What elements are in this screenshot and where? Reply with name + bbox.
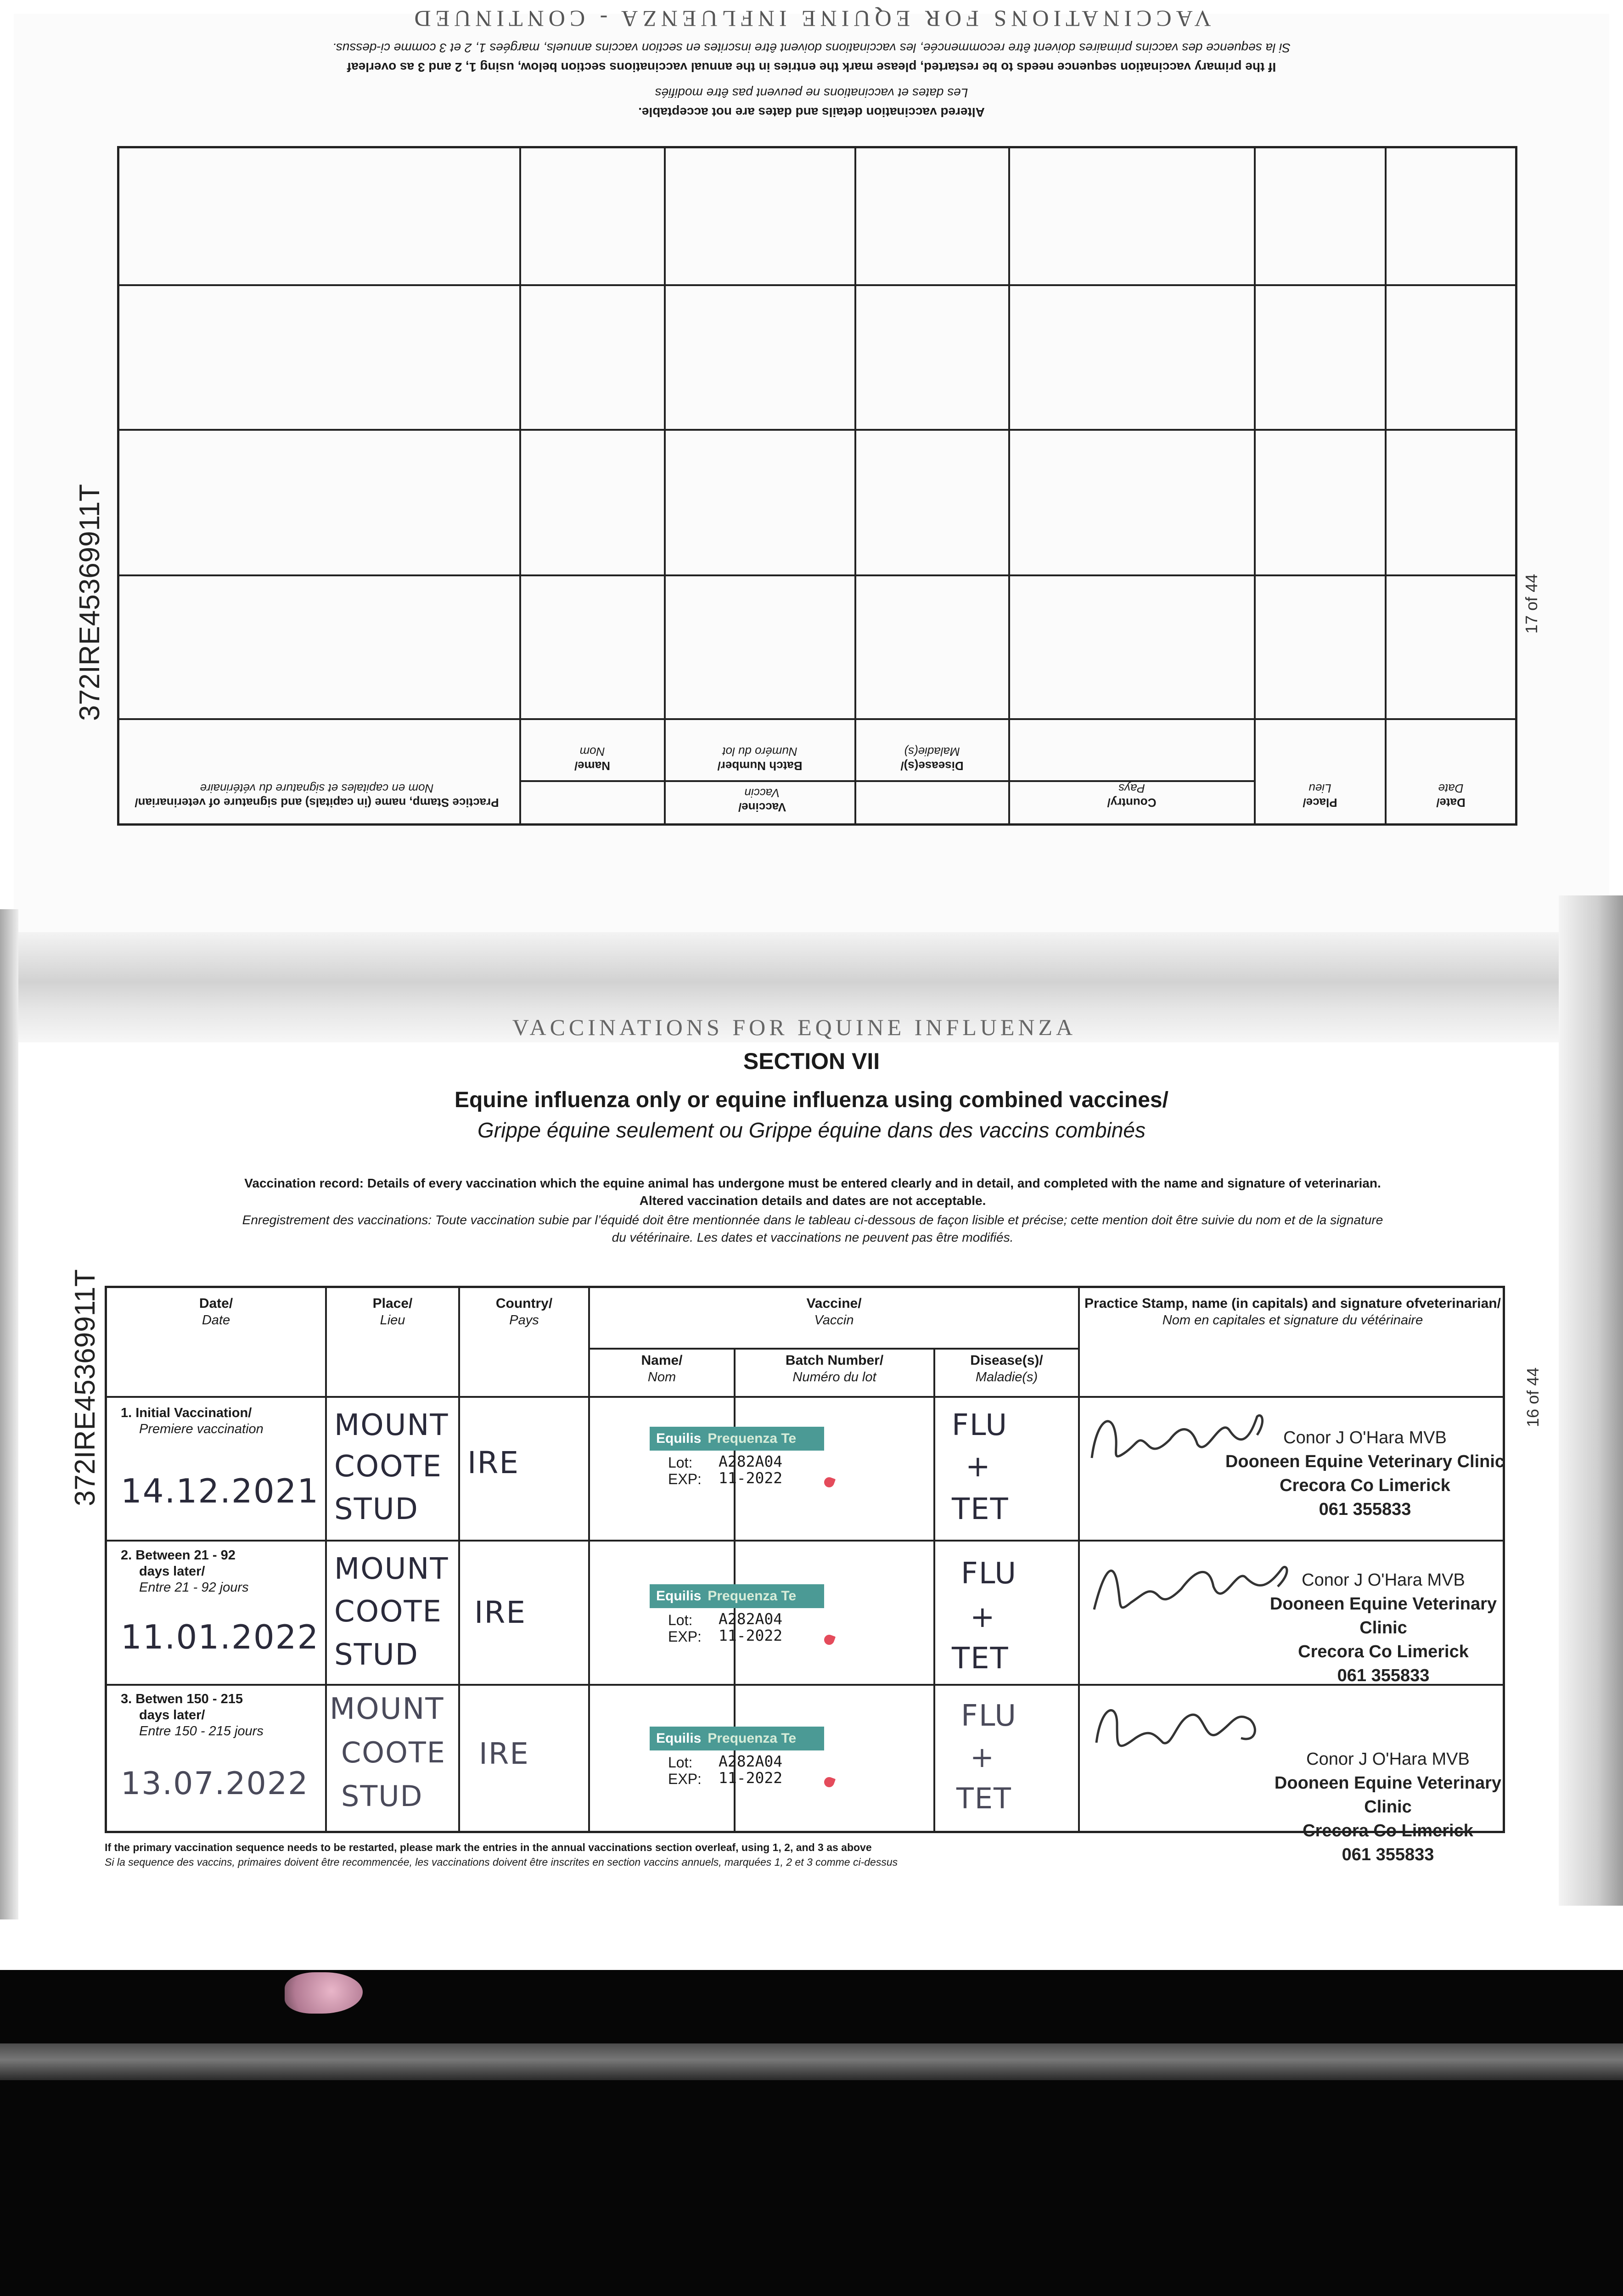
row-1-place-line-1: MOUNT: [334, 1408, 449, 1442]
upper-col-divider: [1008, 148, 1010, 823]
row-3-lot-labels: Lot: EXP:: [668, 1754, 702, 1787]
row-3-signature: [1085, 1692, 1278, 1761]
row-2-place-line-3: STUD: [334, 1638, 419, 1672]
section-title: SECTION VII: [743, 1048, 880, 1074]
upper-restart-en: If the primary vaccination sequence needs to be restarted, please mark the entries in the annual vaccinations section below, using 1, 2 and 3 as overleaf: [347, 60, 1276, 74]
header-diseases: Disease(s)/ Maladie(s): [970, 1353, 1043, 1384]
intro-fr-2: du vétérinaire. Les dates et vaccinations ne peuvent pas être modifiés.: [612, 1230, 1014, 1244]
row-1-vet-stamp: Conor J O'Hara MVB Dooneen Equine Veterinary Clinic Crecora Co Limerick 061 355833: [1225, 1428, 1505, 1519]
row-2-disease-1: FLU: [961, 1557, 1017, 1591]
scanner-background: [0, 1970, 1623, 2296]
upper-document-id: 372IRE45369911T: [74, 484, 106, 721]
upper-col-divider: [1254, 148, 1256, 823]
vaccine-subheader-divider: [588, 1348, 1078, 1350]
row-2-disease-3: TET: [952, 1642, 1009, 1676]
row-1-disease-2: +: [966, 1450, 991, 1484]
upper-header-country: Country/ Pays: [1107, 782, 1157, 810]
red-marker: [823, 1633, 836, 1646]
row-2-lot-labels: Lot: EXP:: [668, 1612, 702, 1645]
row-2-label: 2. Between 21 - 92 days later/ Entre 21 - 92 jours: [121, 1548, 249, 1595]
row-3-place-line-1: MOUNT: [330, 1692, 444, 1726]
row-2-country: IRE: [474, 1595, 527, 1630]
lower-document-id: 372IRE45369911T: [69, 1269, 101, 1506]
row-3-vaccine-label-sticker: Equilis Prequenza Te Lot: EXP: A282A04 11-2022: [650, 1727, 824, 1795]
row-1-place-line-2: COOTE: [334, 1450, 442, 1484]
col-divider: [325, 1288, 327, 1831]
upper-header-divider: [119, 718, 1515, 720]
row-3-country: IRE: [479, 1737, 529, 1771]
upper-page-number: 17 of 44: [1522, 574, 1541, 634]
upper-header-place: Place/ Lieu: [1303, 782, 1337, 810]
upper-row-divider: [119, 574, 1515, 576]
upper-header-disease: Disease(s)/ Maladie(s): [900, 745, 964, 773]
row-2-disease-2: +: [970, 1600, 996, 1634]
row-3-place-line-3: STUD: [341, 1779, 423, 1813]
row-3-label: 3. Betwen 150 - 215 days later/ Entre 150 - 215 jours: [121, 1692, 264, 1739]
upper-notice-fr: Les dates et vaccinations ne peuvent pas être modifiés: [655, 86, 968, 100]
row-1-disease-3: TET: [952, 1492, 1009, 1526]
row-2-place-line-1: MOUNT: [334, 1552, 449, 1586]
row-1-lot-values: A282A04 11-2022: [719, 1452, 783, 1487]
lower-page-number: 16 of 44: [1523, 1367, 1542, 1427]
lower-banner: VACCINATIONS FOR EQUINE INFLUENZA: [512, 1014, 1077, 1040]
header-name: Name/ Nom: [641, 1353, 683, 1384]
row-1-lot-labels: Lot: EXP:: [668, 1454, 702, 1487]
footnote-fr: Si la sequence des vaccins, primaires doivent être recommencée, les vaccinations doivent être inscrites en section vaccins annuels, marquées 1, 2 et 3 comme ci-dessus: [105, 1856, 898, 1868]
scanner-glass-edge: [0, 2043, 1623, 2080]
footnote-en: If the primary vaccination sequence needs to be restarted, please mark the entries in the annual vaccinations section overleaf, using 1, 2, and 3 as above: [105, 1841, 872, 1853]
row-2-lot-values: A282A04 11-2022: [719, 1610, 783, 1644]
row-2-vaccine-label-sticker: Equilis Prequenza Te Lot: EXP: A282A04 11-2022: [650, 1584, 824, 1653]
row-1-date: 14.12.2021: [121, 1472, 320, 1510]
red-marker: [823, 1476, 836, 1489]
row-1-place-line-3: STUD: [334, 1492, 419, 1526]
book-edge-right: [1559, 895, 1623, 1906]
red-marker: [823, 1776, 836, 1789]
header-divider: [107, 1396, 1503, 1398]
col-divider: [458, 1288, 460, 1831]
row-3-place-line-2: COOTE: [341, 1736, 446, 1769]
upper-header-batch: Batch Number/ Numéro du lot: [717, 745, 803, 773]
header-practice-stamp: Practice Stamp, name (in capitals) and signature ofveterinarian/ Nom en capitales et signature du vétérinaire: [1084, 1296, 1501, 1328]
row-3-vet-stamp: Conor J O'Hara MVB Dooneen Equine Veterinary Clinic Crecora Co Limerick 061 355833: [1274, 1750, 1502, 1864]
row-3-date: 13.07.2022: [121, 1766, 309, 1802]
upper-vaccination-table: [117, 146, 1517, 826]
upper-page-inverted: [14, 6, 1609, 955]
row-3-disease-1: FLU: [961, 1699, 1017, 1733]
intro-fr-1: Enregistrement des vaccinations: Toute vaccination subie par l’équidé doit être mentionnée dans le tableau ci-dessous de façon lisible et précise; cette mention doit être suivie du nom et de la signature: [242, 1213, 1383, 1227]
upper-row-divider: [119, 429, 1515, 431]
subtitle-en: Equine influenza only or equine influenza using combined vaccines/: [455, 1088, 1168, 1112]
upper-row-divider: [119, 284, 1515, 286]
col-divider: [1078, 1288, 1080, 1831]
header-place: Place/ Lieu: [372, 1296, 413, 1328]
row-2-date: 11.01.2022: [121, 1618, 320, 1656]
header-batch-number: Batch Number/ Numéro du lot: [785, 1353, 884, 1384]
upper-notice-en: Altered vaccination details and dates are not acceptable.: [638, 105, 985, 119]
row-1-country: IRE: [467, 1445, 520, 1480]
upper-banner: VACCINATIONS FOR EQUINE INFLUENZA - CONTINUED: [410, 6, 1211, 32]
upper-restart-fr: Si la sequence des vaccins primaires doivent être recommencée, les vaccinations doivent être inscrites en section vaccins annuels, margées 1, 2 et 3 comme ci-dessus.: [332, 41, 1291, 55]
upper-header-date: Date/ Date: [1436, 782, 1466, 810]
upper-col-divider: [1385, 148, 1387, 823]
row-3-lot-values: A282A04 11-2022: [719, 1752, 783, 1787]
upper-col-divider: [664, 148, 666, 823]
row-2-vet-stamp: Conor J O'Hara MVB Dooneen Equine Veterinary Clinic Crecora Co Limerick 061 355833: [1269, 1570, 1497, 1685]
upper-header-name: Name/ Nom: [574, 745, 611, 773]
header-vaccine: Vaccine/ Vaccin: [806, 1296, 862, 1328]
row-3-disease-3: TET: [956, 1782, 1012, 1815]
row-1-label: 1. Initial Vaccination/ Premiere vaccination: [121, 1406, 264, 1436]
upper-header-vaccine: Vaccine/ Vaccin: [738, 786, 786, 814]
row-1-vaccine-label-sticker: Equilis Prequenza Te Lot: EXP: A282A04 11-2022: [650, 1427, 824, 1496]
upper-col-divider: [854, 148, 856, 823]
row-1-disease-1: FLU: [952, 1408, 1008, 1442]
subtitle-fr: Grippe équine seulement ou Grippe équine dans des vaccins combinés: [477, 1118, 1146, 1142]
header-date: Date/ Date: [199, 1296, 233, 1328]
upper-col-divider: [519, 148, 521, 823]
row-3-disease-2: +: [970, 1740, 995, 1774]
header-country: Country/ Pays: [495, 1296, 553, 1328]
row-2-place-line-2: COOTE: [334, 1595, 442, 1629]
col-divider: [933, 1348, 935, 1831]
upper-header-stamp: Practice Stamp, name (in capitals) and signature of veterinarian/ Nom en capitales et signature du vétérinaire: [135, 782, 499, 810]
intro-en-2: Altered vaccination details and dates are not acceptable.: [639, 1193, 986, 1208]
row-divider: [107, 1540, 1503, 1542]
upper-page-rotated-content: [14, 6, 1609, 955]
intro-en-1: Vaccination record: Details of every vaccination which the equine animal has undergone must be entered clearly and in detail, and completed with the name and signature of veterinarian.: [244, 1176, 1381, 1190]
